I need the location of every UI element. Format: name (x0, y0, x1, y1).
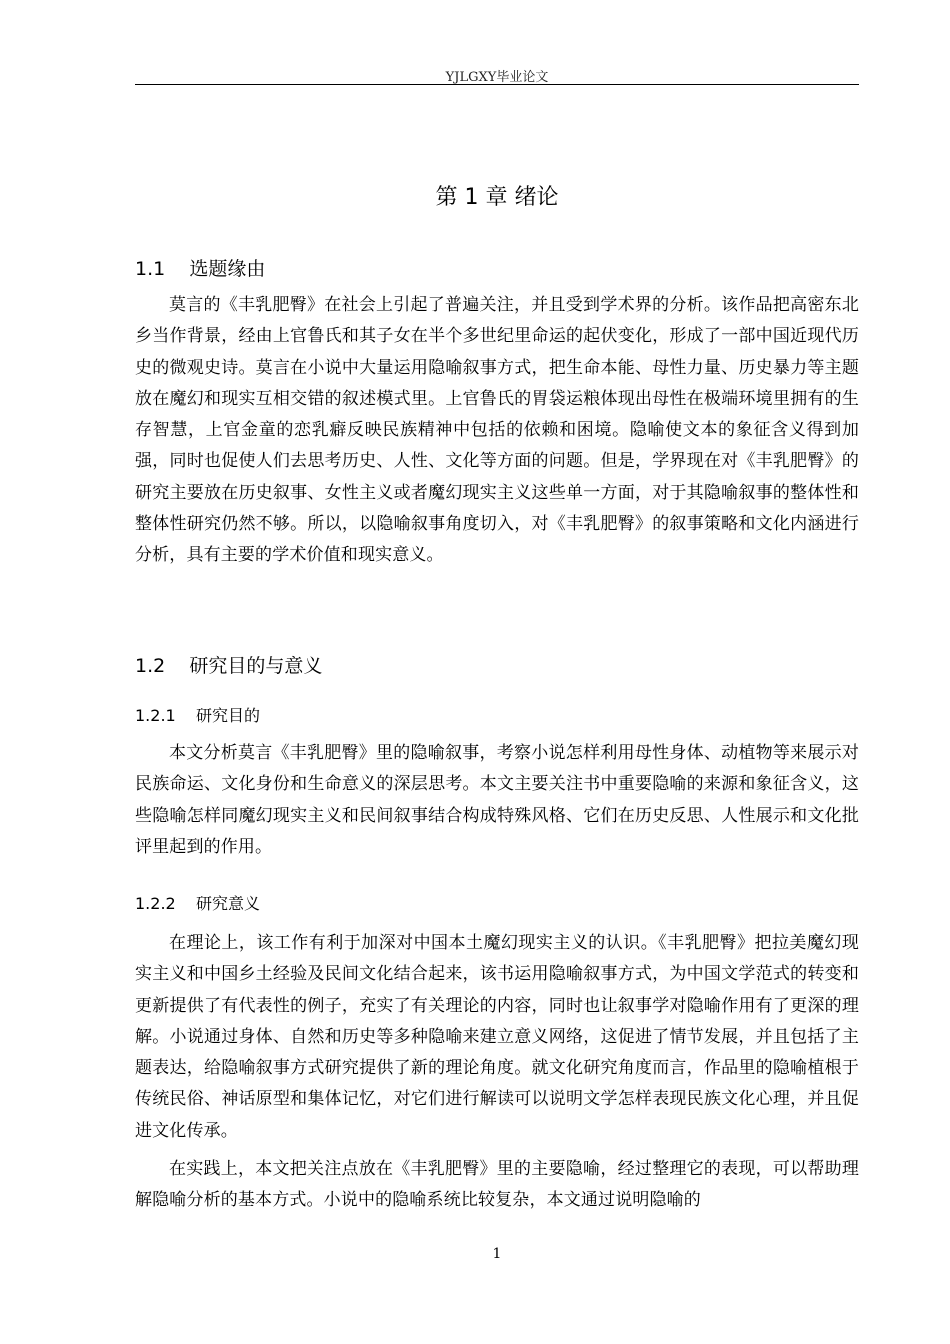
header-rule (135, 84, 859, 85)
paragraph-1-2-1: 本文分析莫言《丰乳肥臀》里的隐喻叙事，考察小说怎样利用母性身体、动植物等来展示对民族命运、文化身份和生命意义的深层思考。本文主要关注书中重要隐喻的来源和象征含义，这些隐喻怎样同魔幻现实主义和民间叙事结合构成特殊风格、它们在历史反思、人性展示和文化批评里起到的作用。 (135, 743, 859, 857)
paragraph-1-2-2-b: 在实践上，本文把关注点放在《丰乳肥臀》里的主要隐喻，经过整理它的表现，可以帮助理解隐喻分析的基本方式。小说中的隐喻系统比较复杂，本文通过说明隐喻的 (135, 1159, 859, 1211)
paragraph-1-2-2-a: 在理论上，该工作有利于加深对中国本土魔幻现实主义的认识。《丰乳肥臀》把拉美魔幻现实主义和中国乡土经验及民间文化结合起来，该书运用隐喻叙事方式，为中国文学范式的转变和更新提供了有代表性的例子，充实了有关理论的内容，同时也让叙事学对隐喻作用有了更深的理解。小说通过身体、自然和历史等多种隐喻来建立意义网络，这促进了情节发展，并且包括了主题表达，给隐喻叙事方式研究提供了新的理论角度。就文化研究角度而言，作品里的隐喻植根于传统民俗、神话原型和集体记忆，对它们进行解读可以说明文学怎样表现民族文化心理，并且促进文化传承。 (135, 933, 859, 1141)
running-header: YJLGXY毕业论文 (445, 70, 549, 85)
subsection-heading-1-2-2: 1.2.2 研究意义 (135, 894, 261, 913)
section-heading-1-1: 1.1 选题缘由 (135, 258, 266, 280)
page-number: 1 (492, 1246, 502, 1262)
subsection-heading-1-2-1: 1.2.1 研究目的 (135, 706, 261, 725)
paragraph-1-1: 莫言的《丰乳肥臀》在社会上引起了普遍关注，并且受到学术界的分析。该作品把高密东北乡当作背景，经由上官鲁氏和其子女在半个多世纪里命运的起伏变化，形成了一部中国近现代历史的微观史诗。莫言在小说中大量运用隐喻叙事方式，把生命本能、母性力量、历史暴力等主题放在魔幻和现实互相交错的叙述模式里。上官鲁氏的胃袋运粮体现出母性在极端环境里拥有的生存智慧，上官金童的恋乳癖反映民族精神中包括的依赖和困境。隐喻使文本的象征含义得到加强，同时也促使人们去思考历史、人性、文化等方面的问题。但是，学界现在对《丰乳肥臀》的研究主要放在历史叙事、女性主义或者魔幻现实主义这些单一方面，对于其隐喻叙事的整体性和整体性研究仍然不够。所以，以隐喻叙事角度切入，对《丰乳肥臀》的叙事策略和文化内涵进行分析，具有主要的学术价值和现实意义。 (135, 295, 859, 566)
section-heading-1-2: 1.2 研究目的与意义 (135, 655, 323, 677)
chapter-title: 第 1 章 绪论 (435, 185, 559, 210)
